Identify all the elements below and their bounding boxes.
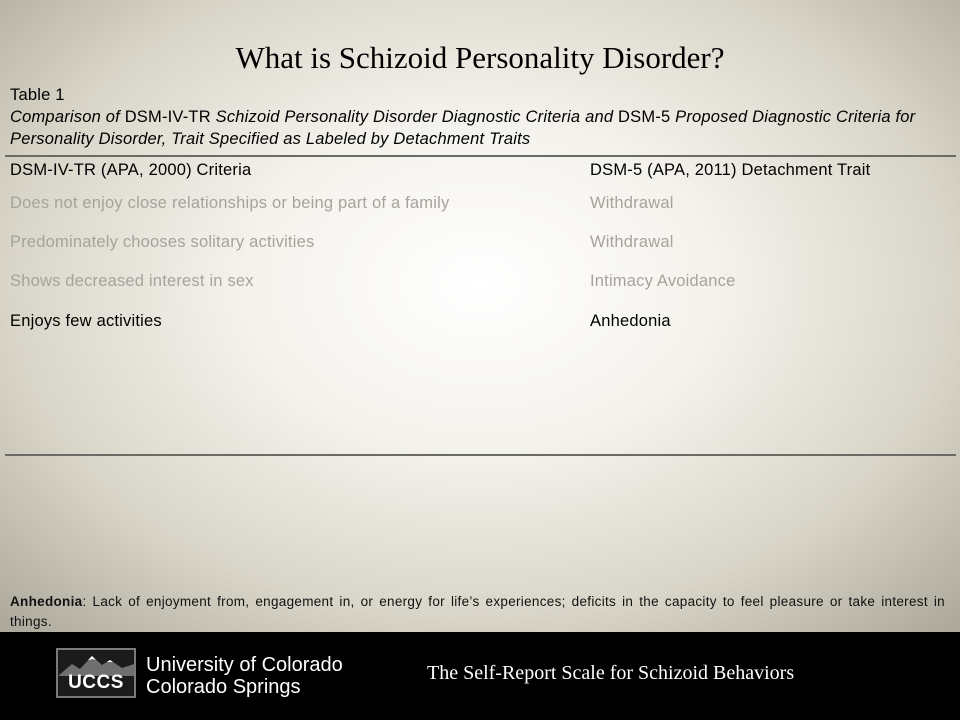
- definition-term: Anhedonia: [10, 594, 83, 609]
- logo-wordmark: UCCS: [68, 672, 124, 693]
- caption-part: DSM-5: [618, 108, 676, 126]
- criterion-cell: Enjoys few activities: [10, 312, 162, 330]
- table-caption: [10, 84, 955, 150]
- column-header: DSM-IV-TR (APA, 2000) Criteria: [10, 161, 252, 179]
- university-name: [146, 654, 343, 698]
- trait-cell: Anhedonia: [590, 312, 671, 330]
- table-description: [10, 106, 955, 150]
- caption-part: Comparison of: [10, 108, 125, 126]
- table-top-rule: [5, 155, 956, 157]
- criterion-cell: Predominately chooses solitary activities: [10, 233, 315, 251]
- university-line-2: Colorado Springs: [146, 676, 301, 698]
- caption-part: DSM-IV-TR: [124, 108, 216, 126]
- presentation-title: The Self-Report Scale for Schizoid Behaviors: [427, 662, 795, 684]
- criterion-cell: Does not enjoy close relationships or being part of a family: [10, 194, 450, 212]
- trait-cell: Intimacy Avoidance: [590, 272, 736, 290]
- definition-text: : Lack of enjoyment from, engagement in, or energy for life’s experiences; deficits in the capacity to feel pleasure or take interest in things.: [10, 594, 945, 629]
- university-line-1: University of Colorado: [146, 654, 343, 676]
- slide-title: What is Schizoid Personality Disorder?: [235, 40, 725, 75]
- criterion-cell: Shows decreased interest in sex: [10, 272, 254, 290]
- uccs-logo: [56, 648, 136, 698]
- table-bottom-rule: [5, 454, 956, 456]
- table-label: Table 1: [10, 86, 65, 104]
- column-header: DSM-5 (APA, 2011) Detachment Trait: [590, 161, 871, 179]
- trait-cell: Withdrawal: [590, 194, 674, 212]
- caption-part: Schizoid Personality Disorder Diagnostic Criteria and: [215, 108, 618, 126]
- definition-note: [10, 592, 945, 632]
- trait-cell: Withdrawal: [590, 233, 674, 251]
- caption-part: Proposed Diagnostic Criteria for Personality Disorder, Trait Specified as Labeled by Detachment Traits: [10, 108, 916, 148]
